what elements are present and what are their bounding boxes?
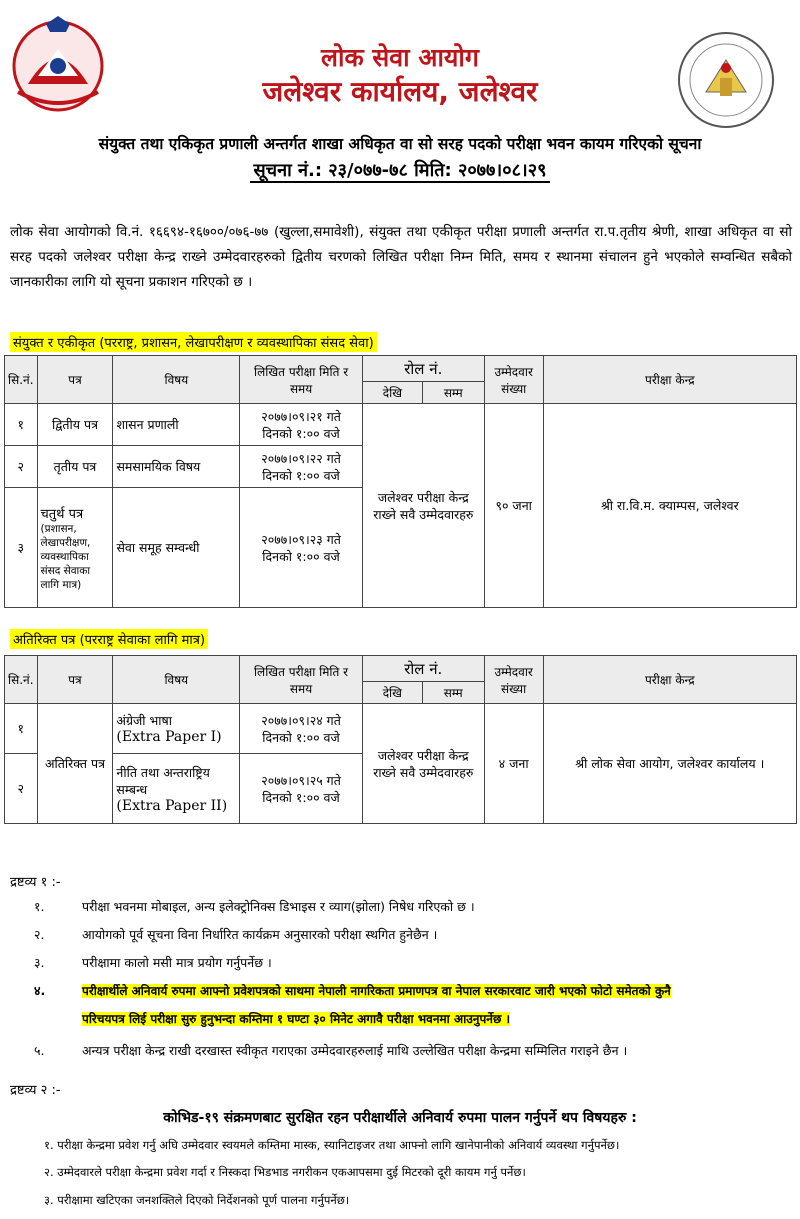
col-center: परीक्षा केन्द्र	[543, 356, 796, 404]
note-text: परिचयपत्र लिई परीक्षा सुरु हुनुभन्दा कम्तिमा १ घण्टा ३० मिनेट अगावै परीक्षा भवनमा आउनुपर्नेछ ।	[82, 1012, 511, 1026]
note-item-highlighted-cont	[82, 1010, 510, 1027]
covid-item: २. उम्मेदवारले परीक्षा केन्द्रमा प्रवेश गर्दा र निस्कदा भिडभाड नगरीकन एकआपसमा दुई मिटरको दूरी कायम गर्नु पर्नेछ।	[44, 1165, 526, 1179]
row-date	[240, 754, 363, 824]
row-time-line: दिनको १:०० वजे	[262, 548, 340, 564]
note-number: २.	[34, 927, 45, 942]
row-date-line: २०७७।०९।२२ गते	[261, 450, 341, 466]
row-date-line: २०७७।०९।२३ गते	[261, 531, 341, 547]
col-roll-from: देखि	[362, 682, 422, 704]
col-subject: विषय	[113, 356, 240, 404]
row-date	[240, 446, 363, 488]
row-subject-en: (Extra Paper II)	[116, 797, 228, 814]
row-sn: ३	[5, 488, 38, 608]
row-date-line: २०७७।०९।२१ गते	[261, 408, 341, 424]
letterhead	[0, 0, 800, 130]
row-date	[240, 404, 363, 446]
row-time-line: दिनको १:०० वजे	[262, 425, 340, 441]
col-roll-to: सम्म	[422, 382, 484, 404]
col-sn: सि.नं.	[5, 656, 38, 704]
table-row	[5, 404, 797, 446]
row-subject	[113, 704, 240, 754]
note-number: ४.	[34, 983, 46, 998]
note-text: परीक्षा भवनमा मोबाइल, अन्य इलेक्ट्रोनिक्स डिभाइस र व्याग(झोला) निषेध गरिएको छ ।	[82, 899, 475, 914]
row-paper: तृतीय पत्र	[37, 446, 113, 488]
candidate-count: ४ जना	[484, 704, 543, 824]
exam-table-2	[4, 655, 797, 824]
row-subject: शासन प्रणाली	[113, 404, 240, 446]
row-paper: अतिरिक्त पत्र	[37, 704, 113, 824]
roll-range: जलेश्वर परीक्षा केन्द्र राख्ने सवै उम्मेदवारहरु	[362, 404, 484, 608]
col-date: लिखित परीक्षा मिति र समय	[240, 356, 363, 404]
row-date-line: २०७७।०९।२४ गते	[261, 712, 341, 728]
row-subject: समसामयिक विषय	[113, 446, 240, 488]
col-count: उम्मेदवार संख्या	[484, 656, 543, 704]
row-subject-np: नीति तथा अन्तराष्ट्रिय सम्बन्ध	[116, 764, 210, 797]
col-paper: पत्र	[37, 356, 113, 404]
note-number: १.	[34, 899, 45, 914]
row-subject-en: (Extra Paper I)	[116, 729, 222, 745]
table2-label: अतिरिक्त पत्र (परराष्ट्र सेवाका लागि मात्र)	[10, 629, 208, 649]
row-time-line: दिनको १:०० वजे	[262, 467, 340, 483]
col-center: परीक्षा केन्द्र	[543, 656, 796, 704]
row-subject-np: अंग्रेजी भाषा	[116, 713, 172, 728]
row-subject	[113, 754, 240, 824]
note-number: ५.	[34, 1043, 45, 1058]
col-date: लिखित परीक्षा मिति र समय	[240, 656, 363, 704]
table-row	[5, 704, 797, 754]
note-number: ३.	[34, 955, 45, 970]
row-sn: २	[5, 754, 38, 824]
commission-seal-icon	[676, 30, 776, 130]
notice-number-text: सूचना नं.: २३/०७७-७८ मिति: २०७७।०८।२९	[250, 160, 551, 183]
note-text: आयोगको पूर्व सूचना विना निर्धारित कार्यक्रम अनुसारको परीक्षा स्थगित हुनेछैन ।	[82, 927, 438, 942]
row-paper: द्वितीय पत्र	[37, 404, 113, 446]
table1-label: संयुक्त र एकीकृत (परराष्ट्र, प्रशासन, लेखापरीक्षण र व्यवस्थापिका संसद सेवा)	[10, 332, 377, 352]
exam-center: श्री रा.वि.म. क्याम्पस, जलेश्वर	[543, 404, 796, 608]
covid-item: ३. परीक्षामा खटिएका जनशक्तिले दिएको निर्देशनको पूर्ण पालना गर्नुपर्नेछ।	[44, 1193, 350, 1207]
note-item	[34, 898, 475, 915]
intro-paragraph: लोक सेवा आयोगको वि.नं. १६६९४-१६७००/०७६-७७ (खुल्ला,समावेशी), संयुक्त तथा एकीकृत परीक्षा प्रणाली अन्तर्गत रा.प.तृतीय श्रेणी, शाखा अधिकृत वा सो सरह पदको जलेश्वर परीक्षा केन्द्र राख्ने उम्मेदवारहरुको द्वितीय चरणको लिखित परीक्षा निम्न मिति, समय र स्थानमा संचालन हुने भएकोले सम्वन्धित सबैको जानकारीका लागि यो सूचना प्रकाशन गरिएको छ ।	[10, 224, 792, 290]
note-item	[34, 926, 437, 943]
notes1-title: द्रष्टव्य १ :-	[10, 875, 61, 890]
note-item	[34, 954, 272, 971]
row-time-line: दिनको १:०० वजे	[262, 789, 340, 805]
notice-subtitle: संयुक्त तथा एकिकृत प्रणाली अन्तर्गत शाखा अधिकृत वा सो सरह पदको परीक्षा भवन कायम गरिएको सूचना	[98, 135, 702, 153]
col-sn: सि.नं.	[5, 356, 38, 404]
row-paper	[37, 488, 113, 608]
col-roll-to: सम्म	[422, 682, 484, 704]
candidate-count: ९० जना	[484, 404, 543, 608]
notes2-title: द्रष्टव्य २ :-	[10, 1083, 61, 1098]
note-text: अन्यत्र परीक्षा केन्द्र राखी दरखास्त स्वीकृत गराएका उम्मेदवारहरुलाई माथि उल्लेखित परीक्षा केन्द्रमा सम्मिलित गराइने छैन ।	[82, 1043, 628, 1058]
col-roll-from: देखि	[362, 382, 422, 404]
row-paper-title: चतुर्थ पत्र	[40, 506, 84, 522]
row-paper-note: (प्रशासन, लेखापरीक्षण, व्यवस्थापिका संसद सेवाका लागि मात्र)	[40, 522, 91, 591]
office-name: जलेश्वर कार्यालय, जलेश्वर	[262, 75, 538, 108]
note-item	[34, 1042, 627, 1059]
note-text: परीक्षामा कालो मसी मात्र प्रयोग गर्नुपर्नेछ ।	[82, 955, 272, 970]
row-sn: १	[5, 404, 38, 446]
col-roll: रोल नं.	[362, 656, 484, 682]
col-paper: पत्र	[37, 656, 113, 704]
org-name: लोक सेवा आयोग	[321, 43, 479, 72]
row-subject: सेवा समूह सम्वन्धी	[113, 488, 240, 608]
row-date	[240, 704, 363, 754]
col-subject: विषय	[113, 656, 240, 704]
col-roll: रोल नं.	[362, 356, 484, 382]
covid-item: १. परीक्षा केन्द्रमा प्रवेश गर्नु अघि उम्मेदवार स्वयमले कम्तिमा मास्क, स्यानिटाइजर तथा आफ्नो लागि खानेपानीको अनिवार्य व्यवस्था गर्नुपर्नेछ।	[44, 1138, 620, 1152]
notice-number	[0, 158, 800, 182]
exam-center: श्री लोक सेवा आयोग, जलेश्वर कार्यालय ।	[543, 704, 796, 824]
row-sn: १	[5, 704, 38, 754]
row-date	[240, 488, 363, 608]
note-item-highlighted	[34, 982, 671, 999]
roll-range: जलेश्वर परीक्षा केन्द्र राख्ने सवै उम्मेदवारहरु	[362, 704, 484, 824]
col-count: उम्मेदवार संख्या	[484, 356, 543, 404]
note-text: परीक्षार्थीले अनिवार्य रुपमा आफ्नो प्रवेशपत्रको साथमा नेपाली नागरिकता प्रमाणपत्र वा नेपाल सरकारवाट जारी भएको फोटो समेतको कुनै	[82, 984, 671, 998]
row-sn: २	[5, 446, 38, 488]
row-time-line: दिनको १:०० वजे	[262, 729, 340, 745]
row-date-line: २०७७।०९।२५ गते	[261, 772, 341, 788]
covid-heading: कोभिड-१९ संक्रमणबाट सुरक्षित रहन परीक्षार्थीले अनिवार्य रुपमा पालन गर्नुपर्ने थप विषयहरु :	[163, 1110, 637, 1126]
exam-table-1	[4, 355, 797, 608]
